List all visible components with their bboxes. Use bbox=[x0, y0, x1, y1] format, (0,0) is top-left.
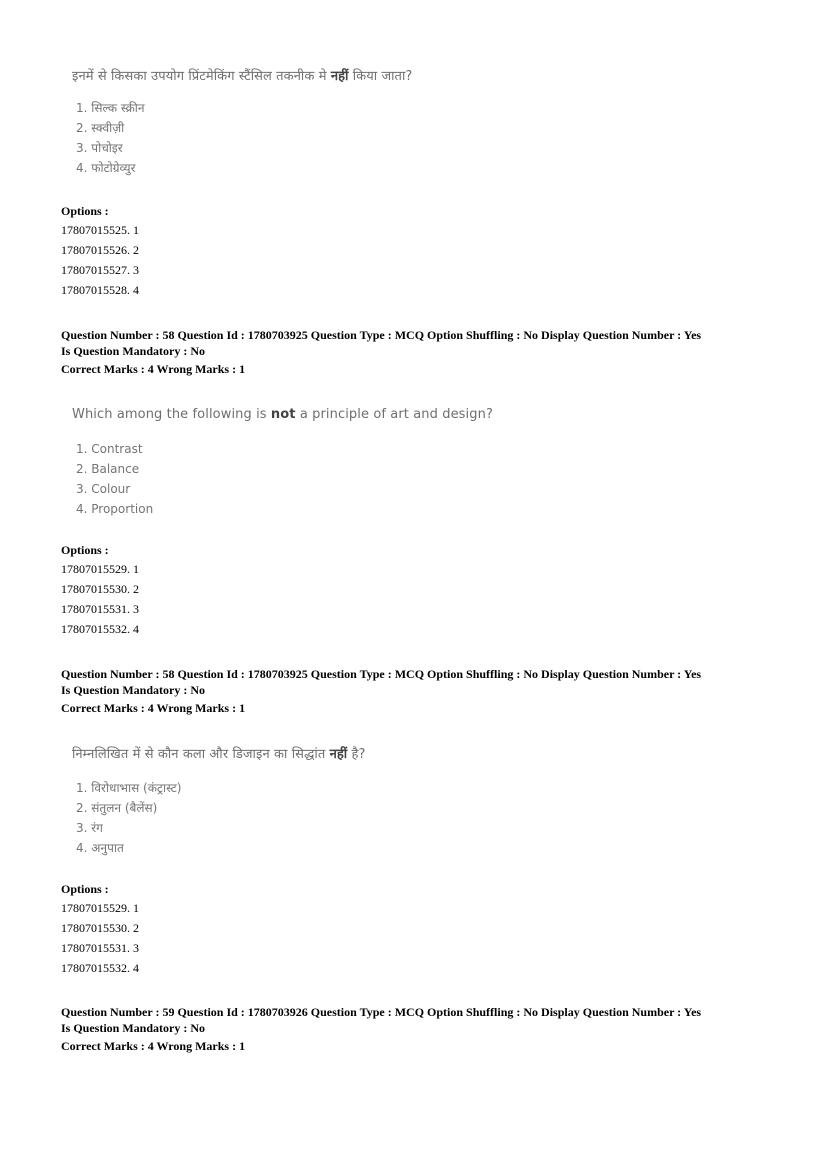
choice-item: 2. Balance bbox=[76, 462, 140, 476]
choice-item: 4. फोटोग्रेव्युर bbox=[76, 161, 136, 175]
question-text-part: Which among the following is bbox=[72, 407, 271, 422]
option-id-line: 17807015531. 3 bbox=[61, 602, 139, 616]
question-image-principle-en bbox=[72, 407, 493, 516]
question-meta-line: Correct Marks : 4 Wrong Marks : 1 bbox=[61, 362, 246, 376]
choice-item: 4. Proportion bbox=[76, 502, 154, 516]
option-id-line: 17807015527. 3 bbox=[61, 263, 139, 277]
option-id-line: 17807015530. 2 bbox=[61, 582, 139, 596]
option-id-line: 17807015532. 4 bbox=[61, 961, 139, 975]
choice-item: 1. सिल्क स्क्रीन bbox=[76, 101, 145, 115]
question-text-emphasis: नहीं bbox=[330, 69, 349, 84]
question-meta bbox=[61, 327, 781, 377]
option-id-line: 17807015532. 4 bbox=[61, 622, 139, 636]
question-meta bbox=[61, 666, 781, 716]
question-text-emphasis: नहीं bbox=[329, 747, 348, 762]
question-meta-line: Question Number : 58 Question Id : 1780703925 Question Type : MCQ Option Shuffling : No Display Question Number : Yes bbox=[61, 328, 702, 342]
choice-list bbox=[76, 778, 181, 858]
question-text-part: निम्नलिखित में से कौन कला और डिजाइन का सिद्धांत bbox=[72, 747, 330, 762]
choice-list bbox=[76, 98, 145, 178]
choice-list bbox=[76, 439, 153, 519]
question-meta-line: Is Question Mandatory : No bbox=[61, 1021, 206, 1035]
question-text-part: a principle of art and design? bbox=[295, 407, 493, 422]
option-id-line: 17807015529. 1 bbox=[61, 901, 139, 915]
option-id-line: 17807015530. 2 bbox=[61, 921, 139, 935]
choice-item: 3. पोचोइर bbox=[76, 141, 123, 155]
option-id-line: 17807015529. 1 bbox=[61, 562, 139, 576]
choice-item: 2. संतुलन (बैलेंस) bbox=[76, 801, 158, 815]
question-meta bbox=[61, 1004, 781, 1054]
choice-item: 1. विरोधाभास (कंट्रास्ट) bbox=[76, 781, 182, 795]
question-text-part: किया जाता? bbox=[348, 69, 413, 84]
choice-item: 1. Contrast bbox=[76, 442, 143, 456]
question-text bbox=[72, 66, 412, 84]
question-meta-line: Question Number : 59 Question Id : 1780703926 Question Type : MCQ Option Shuffling : No Display Question Number : Yes bbox=[61, 1005, 702, 1019]
options-label: Options : bbox=[61, 204, 109, 218]
choice-item: 3. रंग bbox=[76, 821, 103, 835]
question-text bbox=[72, 407, 493, 422]
question-meta-line: Correct Marks : 4 Wrong Marks : 1 bbox=[61, 701, 246, 715]
choice-item: 4. अनुपात bbox=[76, 841, 124, 855]
option-id-line: 17807015531. 3 bbox=[61, 941, 139, 955]
question-meta-line: Is Question Mandatory : No bbox=[61, 344, 206, 358]
question-image-stencil bbox=[72, 66, 413, 175]
question-text-part: इनमें से किसका उपयोग प्रिंटमेकिंग स्टैंसिल तकनीक मे bbox=[72, 69, 331, 84]
choice-item: 2. स्क्वीज़ी bbox=[76, 121, 125, 135]
question-text-emphasis: not bbox=[270, 407, 296, 422]
question-text bbox=[72, 744, 366, 762]
options-label: Options : bbox=[61, 543, 109, 557]
option-id-line: 17807015526. 2 bbox=[61, 243, 139, 257]
choice-item: 3. Colour bbox=[76, 482, 131, 496]
options-label: Options : bbox=[61, 882, 109, 896]
option-id-line: 17807015528. 4 bbox=[61, 283, 139, 297]
question-meta-line: Correct Marks : 4 Wrong Marks : 1 bbox=[61, 1039, 246, 1053]
option-id-line: 17807015525. 1 bbox=[61, 223, 139, 237]
question-image-principle-hi bbox=[72, 744, 366, 855]
question-meta-line: Is Question Mandatory : No bbox=[61, 683, 206, 697]
question-meta-line: Question Number : 58 Question Id : 1780703925 Question Type : MCQ Option Shuffling : No Display Question Number : Yes bbox=[61, 667, 702, 681]
question-text-part: है? bbox=[347, 747, 366, 762]
